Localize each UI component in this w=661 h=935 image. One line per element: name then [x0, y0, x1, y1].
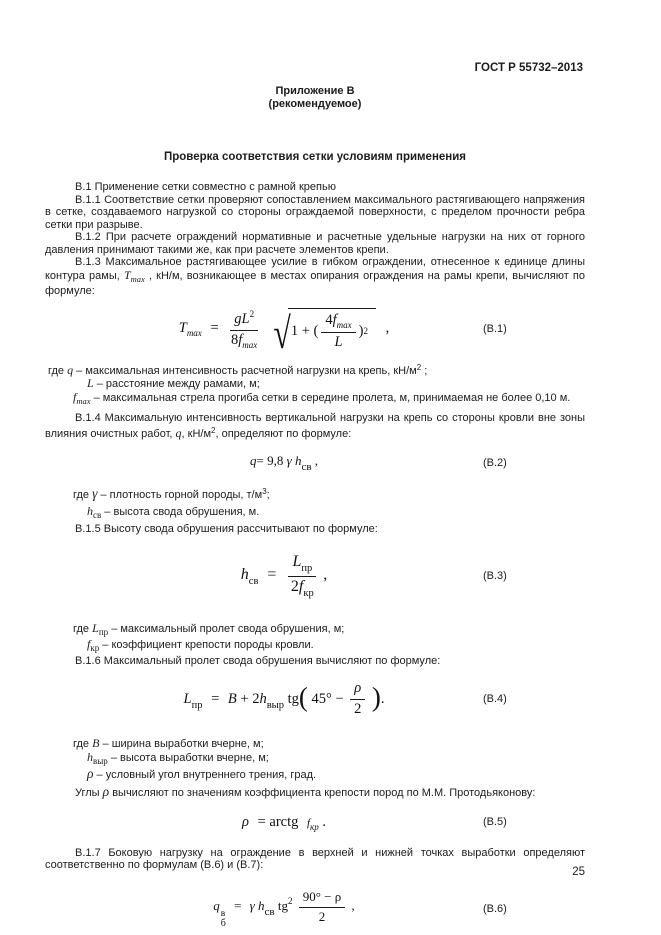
where-line: где $L_{пр}$ – максимальный пролет свода обрушения, м;: [73, 620, 345, 637]
paragraph-b1-4: В.1.4 Максимальную интенсивность вертикальной нагрузки на крепь со стороны кровли вне зоны влияния очистных работ, q, $кН/м^2$, определяют по формуле:: [45, 412, 585, 440]
paragraph-angles: Углы ρ вычисляют по значениям коэффициента крепости пород по М.М. Протодьяконову:: [75, 784, 536, 800]
appendix-note: (рекомендуемое): [268, 98, 362, 110]
paragraph-b1-5: В.1.5 Высоту свода обрушения рассчитывают по формуле:: [75, 523, 378, 536]
var-q-lateral: q: [213, 897, 220, 913]
formula-b2-label: (В.2): [483, 456, 507, 469]
where-line: $f_{max}$ – максимальная стрела прогиба сетки в середине пролета, м, принимаемая не более 0,10 м.: [73, 389, 571, 406]
paragraph-b1-3: В.1.3 Максимальное растягивающее усилие в гибком ограждении, отнесенное к единице длины контура рамы, $T_{max}$ , кН/м, возникающее в местах опирания ограждения на рамы крепи, вычисляют по формуле:: [45, 256, 585, 297]
gamma-symbol: γ: [249, 897, 255, 913]
where-line: где q – максимальная интенсивность расчетной нагрузки на крепь, $кН/м^2$ ;: [48, 362, 428, 377]
var-T: T: [178, 320, 187, 337]
body-block: [45, 181, 585, 929]
formula-b4-label: (В.4): [483, 693, 507, 706]
page-title: Проверка соответствия сетки условиям применения: [163, 151, 467, 163]
fraction: $\frac{L_{пр}}{2f_{кр}}$: [288, 553, 316, 599]
formula-b6: [45, 889, 585, 929]
formula-b5-expression: ρ = arctg $f_{кр}$ .: [241, 813, 327, 832]
radical: √ 1 + ( $\frac{4f_{max}}{L}$ ) 2: [270, 308, 376, 351]
paragraph-b1-7: В.1.7 Боковую нагрузку на ограждение в верхней и нижней точках выработки определяют соответственно по формулам (В.6) и (В.7):: [45, 846, 585, 872]
formula-b6-expression: q в б = γ $h_{св}$ $tg^2$ $\frac{90^\circ - \rho}{2}$ ,: [213, 888, 355, 930]
formula-b5: [45, 813, 585, 832]
formula-b5-label: (В.5): [483, 816, 507, 829]
paragraph-b1: В.1 Применение сетки совместно с рамной крепью: [75, 181, 336, 193]
where-line: $h_{св}$ – высота свода обрушения, м.: [87, 503, 260, 520]
rho-symbol: ρ: [241, 813, 249, 830]
where-line: L – расстояние между рамами, м;: [87, 376, 260, 391]
paragraph-b1-1: В.1.1 Соответствие сетки проверяют сопоставлением максимального растягивающего напряжения в сетке, создаваемого нагрузкой со стороны ограждаемой поверхности, с пределом прочности ребра сетки при разрыве.: [45, 193, 585, 231]
var-L: L: [183, 690, 192, 707]
formula-b2: [45, 452, 585, 473]
where-line: $f_{кр}$ – коэффициент крепости породы кровли.: [87, 637, 314, 654]
formula-b1-expression: $T_{max}$ = $\frac{gL^2}{8f_{max}}$ √ 1 + ( $\frac{4f_{max}}{L}$ ) 2 ,: [178, 308, 390, 358]
formula-b3-label: (В.3): [483, 569, 507, 582]
page-number: 25: [572, 866, 585, 878]
formula-b1-label: (В.1): [483, 323, 507, 335]
var-h: h: [240, 566, 249, 584]
formula-b4: [45, 680, 585, 718]
where-line: $h_{выр}$ – высота выработки вчерне, м;: [87, 750, 269, 767]
fraction: $\frac{4f_{max}}{L}$: [321, 312, 355, 351]
var-q: q: [249, 453, 257, 469]
fraction: $\frac{90^\circ - \rho}{2}$: [299, 889, 346, 925]
big-paren-close: ): [371, 682, 381, 713]
paragraph-b1-6: В.1.6 Максимальный пролет свода обрушения вычисляют по формуле:: [75, 654, 441, 667]
doc-number: ГОСТ Р 55732–2013: [474, 62, 583, 74]
formula-b3-expression: $h_{св}$ = $\frac{L_{пр}}{2f_{кр}}$ ,: [240, 552, 328, 599]
where-line: где B – ширина выработки вчерне, м;: [73, 736, 264, 751]
where-line: ρ – условный угол внутреннего трения, град.: [87, 765, 317, 781]
radical-sign-icon: √: [273, 308, 291, 358]
content-area: [45, 62, 585, 929]
big-paren-open: (: [298, 682, 308, 713]
appendix-heading: Приложение В: [275, 85, 355, 97]
fraction: $\frac{\rho}{2}$: [350, 680, 365, 718]
formula-b6-label: (В.6): [483, 902, 507, 915]
paragraph-b1-2: В.1.2 При расчете ограждений нормативные и расчетные удельные нагрузки на них от горного давления принимают такими же, как при расчете элементов крепи.: [45, 231, 585, 256]
formula-b4-expression: $L_{пр} = B + 2h_{выр}$ tg( 45° − $\frac{\rho}{2}$ ).: [183, 680, 385, 718]
formula-b2-expression: q= 9,8 γ $h_{св}$ ,: [249, 453, 319, 474]
formula-b1: [45, 308, 585, 358]
fraction: $\frac{gL^2}{8f_{max}}$: [231, 308, 258, 350]
where-line: где γ – плотность горной породы, $т/м^3$;: [73, 486, 270, 502]
sup-sub-stack: в б: [220, 908, 226, 930]
formula-b3: [45, 553, 585, 599]
gamma-symbol: γ: [286, 453, 292, 469]
